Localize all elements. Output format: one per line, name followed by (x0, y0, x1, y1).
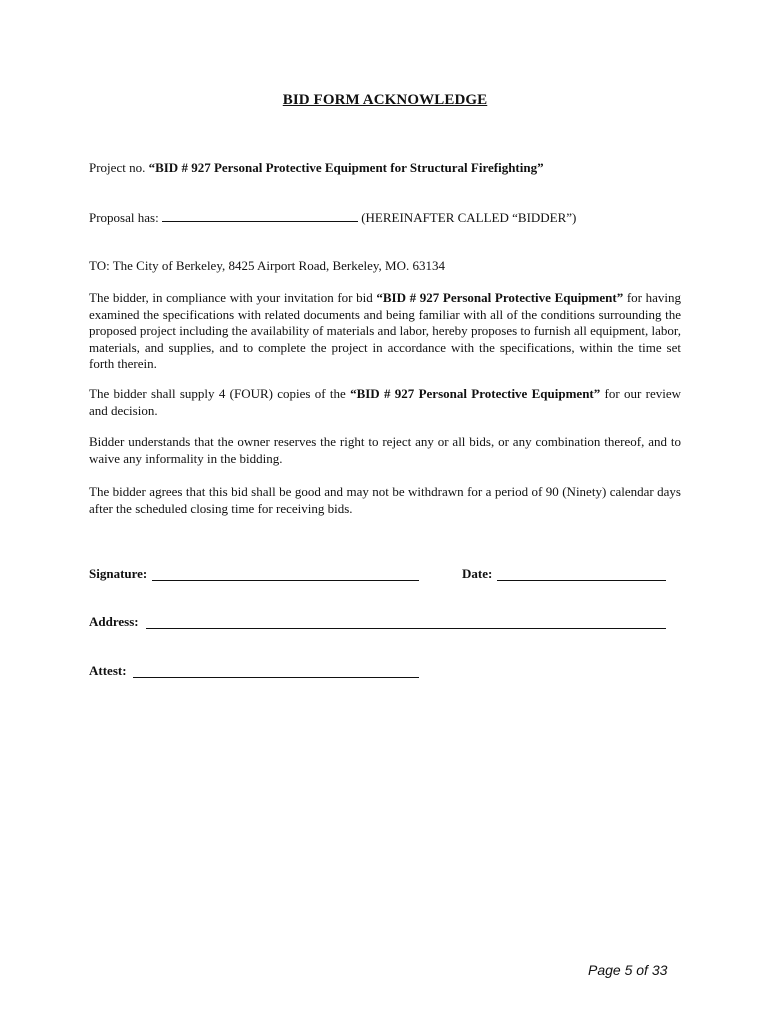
para1-before: The bidder, in compliance with your invitation for bid (89, 290, 377, 305)
date-label: Date: (462, 566, 493, 581)
proposal-label: Proposal has: (89, 210, 162, 225)
project-line (89, 160, 544, 176)
attest-field[interactable] (133, 677, 419, 678)
para1-bid-title: “BID # 927 Personal Protective Equipment” (376, 290, 624, 305)
validity-paragraph: The bidder agrees that this bid shall be good and may not be withdrawn for a period of 90 (Ninety) calendar days after the scheduled closing time for receiving bids. (89, 484, 681, 516)
compliance-paragraph (89, 290, 681, 373)
signature-label: Signature: (89, 566, 148, 581)
attest-label: Attest: (89, 663, 127, 678)
signature-field[interactable] (152, 580, 419, 581)
para2-bid-title: “BID # 927 Personal Protective Equipment” (350, 386, 601, 401)
reservation-paragraph: Bidder understands that the owner reserves the right to reject any or all bids, or any combination thereof, and to waive any informality in the bidding. (89, 434, 681, 466)
addressee-line: TO: The City of Berkeley, 8425 Airport Road, Berkeley, MO. 63134 (89, 258, 446, 273)
page-number: Page 5 of 33 (588, 962, 668, 978)
project-prefix: Project no. (89, 160, 149, 175)
project-name: “BID # 927 Personal Protective Equipment for Structural Firefighting” (148, 160, 544, 175)
document-title: BID FORM ACKNOWLEDGE (282, 92, 488, 108)
proposal-line (89, 209, 576, 226)
address-label: Address: (89, 614, 139, 629)
date-field[interactable] (497, 580, 666, 581)
address-field[interactable] (146, 628, 666, 629)
copies-paragraph (89, 386, 681, 419)
para2-before: The bidder shall supply 4 (FOUR) copies of the (89, 386, 351, 401)
bidder-name-field[interactable] (162, 209, 358, 222)
proposal-suffix: (HEREINAFTER CALLED “BIDDER”) (357, 210, 577, 225)
para1-after: for having examined the specifications with related documents and being familiar with all of the conditions surrounding the proposed project including the availability of materials and labor, hereby proposes to furnish all equipment, labor, materials, and supplies, and to complete the project in accordance with the specifications, within the time set forth therein. (89, 290, 681, 372)
para2-after: for our review and decision. (89, 386, 681, 418)
